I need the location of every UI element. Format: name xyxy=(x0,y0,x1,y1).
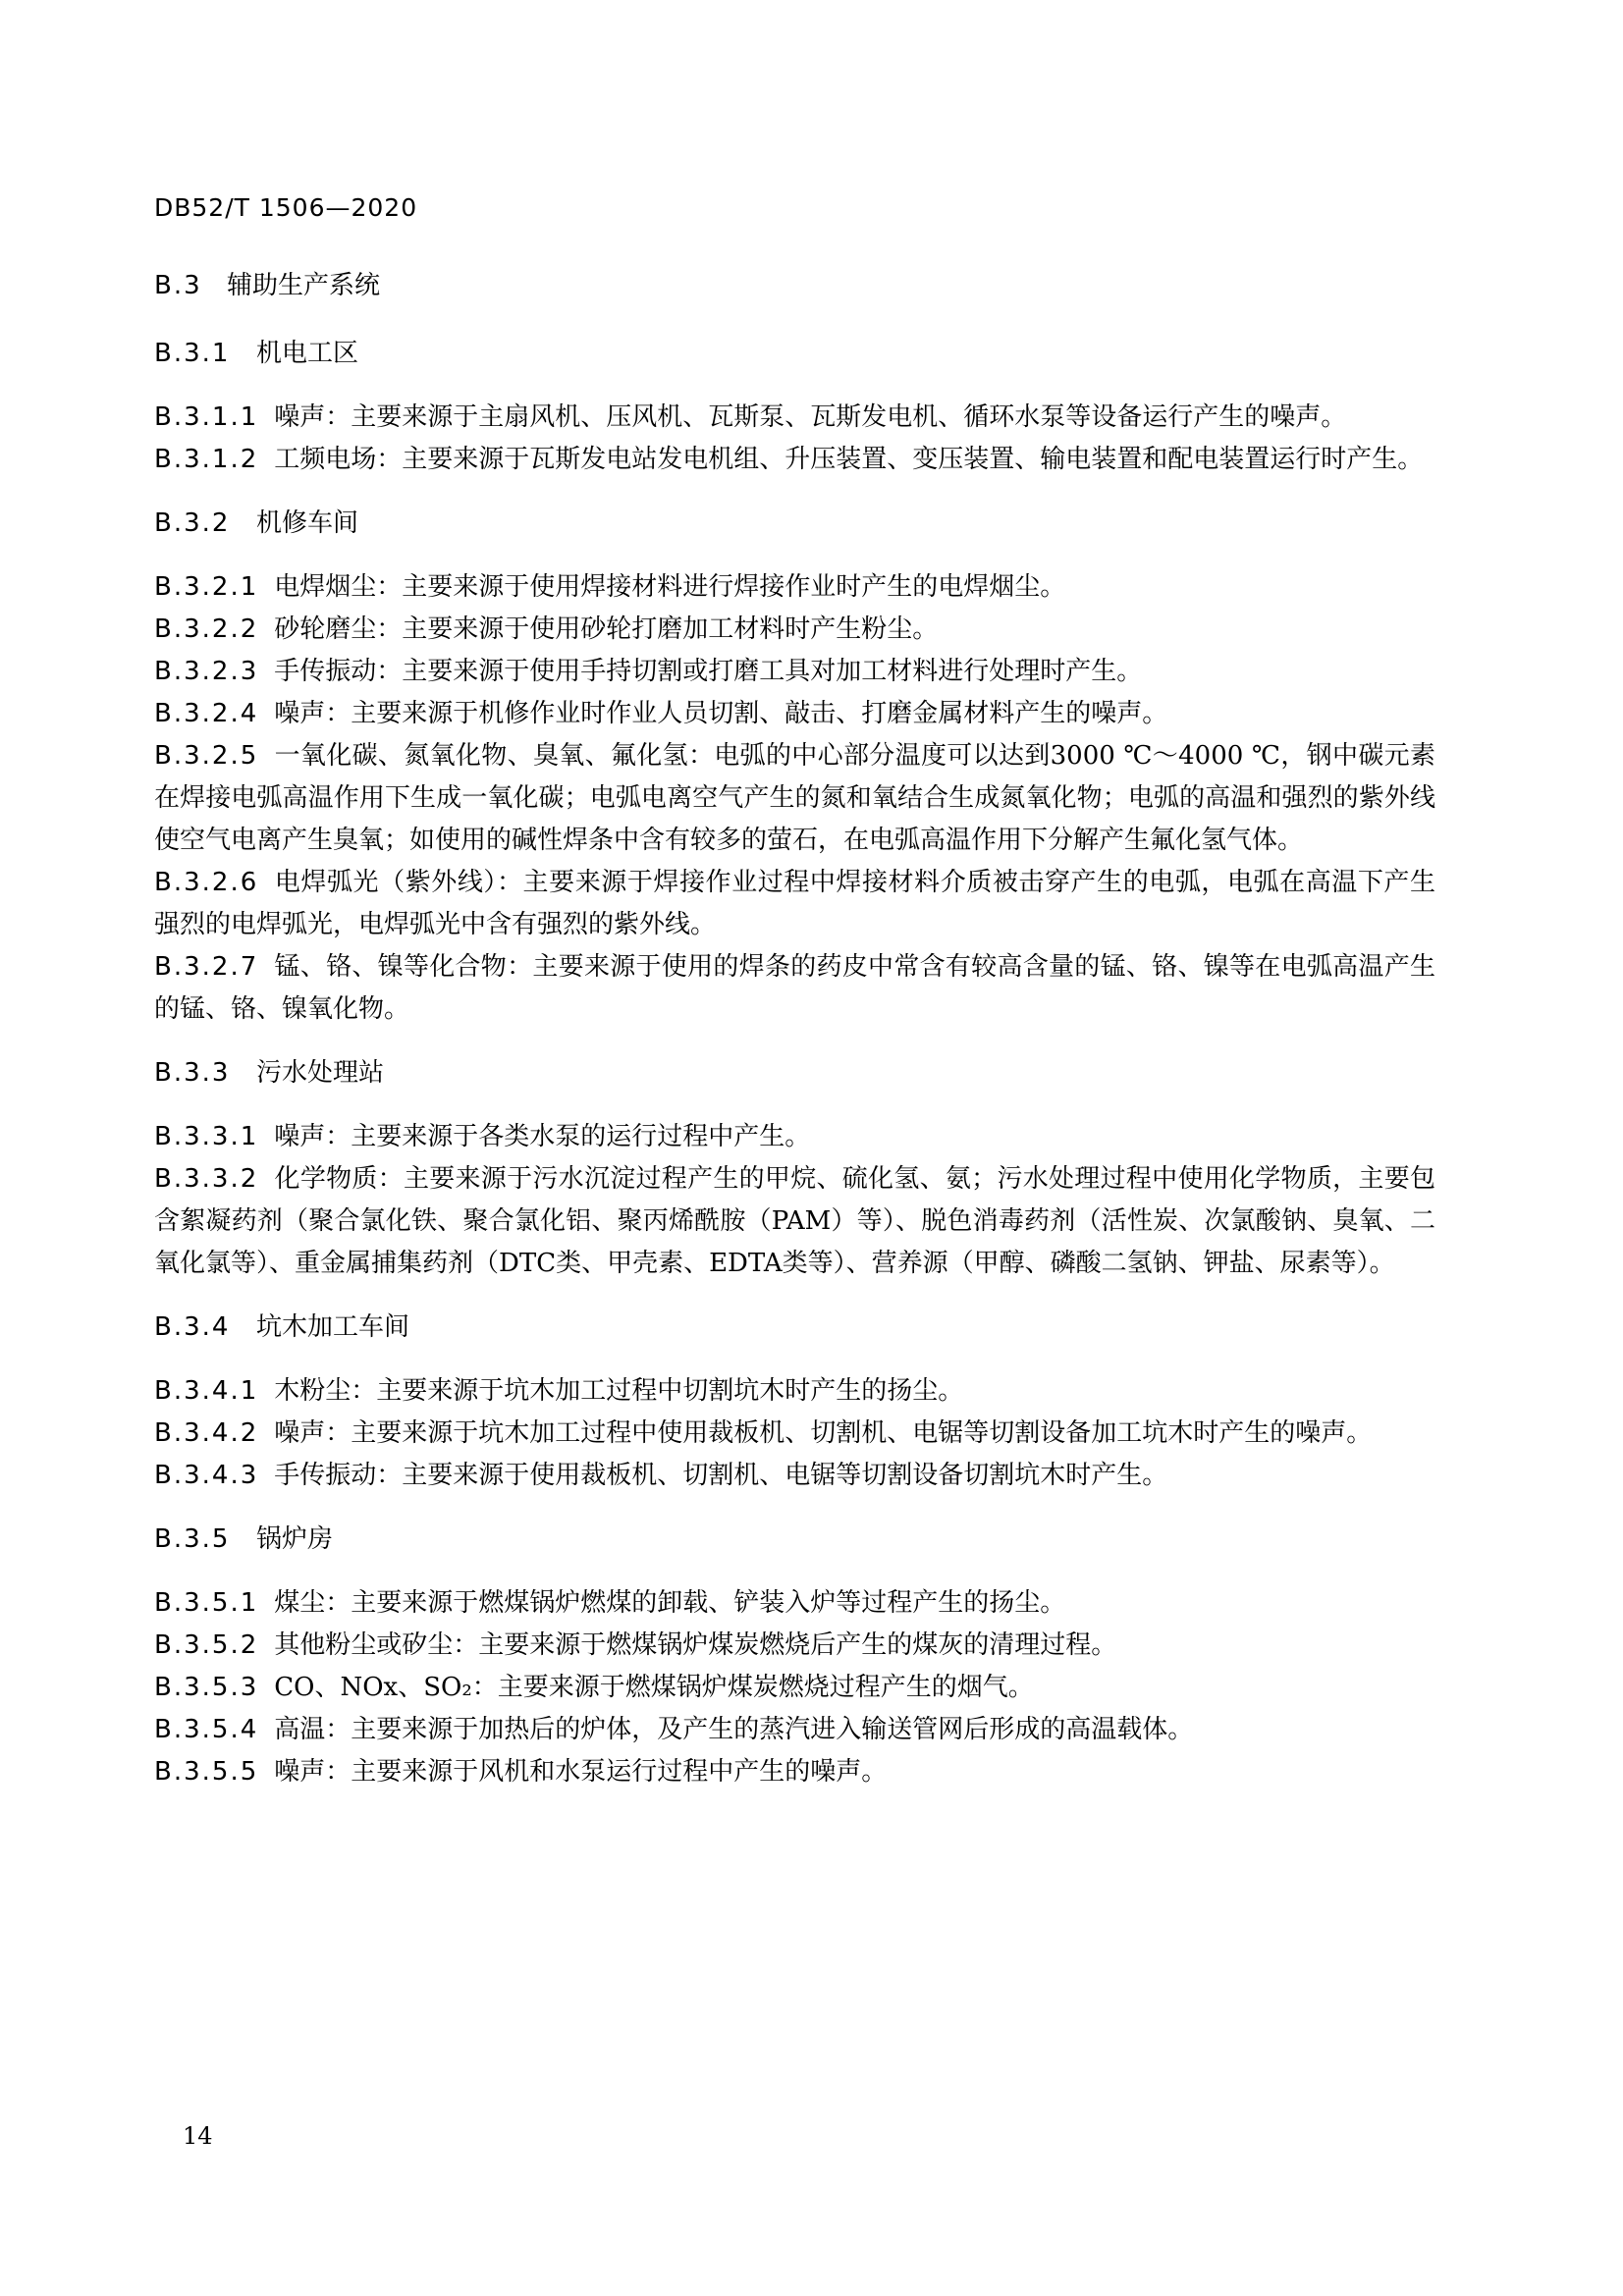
clause-number: B.3.4.1 xyxy=(154,1376,259,1406)
section-title: 辅助生产系统 xyxy=(227,271,381,300)
clause-number: B.3.4.3 xyxy=(154,1461,259,1490)
subsection-heading xyxy=(154,1052,1435,1095)
subsection-heading xyxy=(154,1519,1435,1561)
subsection-heading xyxy=(154,333,1435,375)
clause-text: 噪声：主要来源于各类水泵的运行过程中产生。 xyxy=(274,1122,811,1151)
clause-text: 其他粉尘或矽尘：主要来源于燃煤锅炉煤炭燃烧后产生的煤灰的清理过程。 xyxy=(274,1630,1117,1660)
subsection-heading xyxy=(154,1307,1435,1349)
clause-text: 噪声：主要来源于主扇风机、压风机、瓦斯泵、瓦斯发电机、循环水泵等设备运行产生的噪声。 xyxy=(274,402,1347,432)
clause-text: CO、NOx、SO₂：主要来源于燃煤锅炉煤炭燃烧过程产生的烟气。 xyxy=(274,1673,1034,1702)
clause-paragraph xyxy=(154,1582,1435,1625)
page-number: 14 xyxy=(183,2122,213,2150)
clause-paragraph xyxy=(154,1413,1435,1455)
clause-text: 砂轮磨尘：主要来源于使用砂轮打磨加工材料时产生粉尘。 xyxy=(274,614,939,644)
subsection-block xyxy=(154,1052,1435,1285)
clause-text: 锰、铬、镍等化合物：主要来源于使用的焊条的药皮中常含有较高含量的锰、铬、镍等在电弧高温产生的锰、铬、镍氧化物。 xyxy=(154,952,1435,1024)
subsection-title: 锅炉房 xyxy=(256,1524,334,1554)
clause-paragraph xyxy=(154,1158,1435,1285)
clause-paragraph xyxy=(154,651,1435,693)
subsection-number: B.3.5 xyxy=(154,1524,231,1554)
clause-paragraph xyxy=(154,735,1435,862)
clause-paragraph xyxy=(154,946,1435,1031)
clause-number: B.3.1.1 xyxy=(154,402,259,432)
subsections-container xyxy=(154,333,1435,1793)
subsection-block xyxy=(154,1307,1435,1497)
clause-number: B.3.1.2 xyxy=(154,445,259,474)
clause-paragraph xyxy=(154,1625,1435,1667)
clause-number: B.3.2.4 xyxy=(154,699,259,728)
clause-text: 噪声：主要来源于风机和水泵运行过程中产生的噪声。 xyxy=(274,1757,888,1787)
clause-number: B.3.2.6 xyxy=(154,868,259,897)
clause-number: B.3.3.2 xyxy=(154,1164,259,1194)
clause-number: B.3.2.1 xyxy=(154,572,259,602)
clause-number: B.3.5.3 xyxy=(154,1673,259,1702)
clause-paragraph xyxy=(154,1667,1435,1709)
clause-text: 噪声：主要来源于坑木加工过程中使用裁板机、切割机、电锯等切割设备加工坑木时产生的噪声。 xyxy=(274,1418,1373,1448)
section-number: B.3 xyxy=(154,271,202,300)
clause-paragraph xyxy=(154,397,1435,439)
clause-paragraph xyxy=(154,1116,1435,1158)
subsection-title: 污水处理站 xyxy=(256,1058,385,1088)
document-body xyxy=(154,265,1435,1815)
clause-paragraph xyxy=(154,1709,1435,1751)
subsection-title: 机电工区 xyxy=(256,339,359,368)
subsection-block xyxy=(154,1519,1435,1793)
clause-text: 化学物质：主要来源于污水沉淀过程产生的甲烷、硫化氢、氨；污水处理过程中使用化学物质，主要包含絮凝药剂（聚合氯化铁、聚合氯化铝、聚丙烯酰胺（PAM）等）、脱色消毒药剂（活性炭、次氯酸钠、臭氧、二氧化氯等）、重金属捕集药剂（DTC类、甲壳素、EDTA类等）、营养源（甲醇、磷酸二氢钠、钾盐、尿素等）。 xyxy=(154,1164,1435,1278)
subsection-number: B.3.2 xyxy=(154,508,231,538)
clause-number: B.3.5.4 xyxy=(154,1715,259,1744)
clause-paragraph xyxy=(154,862,1435,946)
clause-number: B.3.4.2 xyxy=(154,1418,259,1448)
clause-paragraph xyxy=(154,1455,1435,1497)
clause-paragraph xyxy=(154,693,1435,735)
clause-number: B.3.2.7 xyxy=(154,952,259,982)
clause-number: B.3.5.5 xyxy=(154,1757,259,1787)
clause-text: 工频电场：主要来源于瓦斯发电站发电机组、升压装置、变压装置、输电装置和配电装置运行时产生。 xyxy=(274,445,1424,474)
subsection-number: B.3.4 xyxy=(154,1312,231,1342)
document-id-header: DB52/T 1506—2020 xyxy=(154,193,418,222)
subsection-title: 坑木加工车间 xyxy=(256,1312,410,1342)
clause-text: 电焊烟尘：主要来源于使用焊接材料进行焊接作业时产生的电焊烟尘。 xyxy=(274,572,1066,602)
clause-text: 木粉尘：主要来源于坑木加工过程中切割坑木时产生的扬尘。 xyxy=(274,1376,964,1406)
clause-text: 电焊弧光（紫外线）：主要来源于焊接作业过程中焊接材料介质被击穿产生的电弧，电弧在高温下产生强烈的电焊弧光，电焊弧光中含有强烈的紫外线。 xyxy=(154,868,1435,939)
clause-number: B.3.2.3 xyxy=(154,657,259,686)
clause-number: B.3.2.2 xyxy=(154,614,259,644)
subsection-block xyxy=(154,503,1435,1031)
clause-text: 噪声：主要来源于机修作业时作业人员切割、敲击、打磨金属材料产生的噪声。 xyxy=(274,699,1168,728)
clause-number: B.3.5.1 xyxy=(154,1588,259,1618)
clause-text: 高温：主要来源于加热后的炉体，及产生的蒸汽进入输送管网后形成的高温载体。 xyxy=(274,1715,1194,1744)
subsection-number: B.3.3 xyxy=(154,1058,231,1088)
clause-number: B.3.3.1 xyxy=(154,1122,259,1151)
clause-text: 手传振动：主要来源于使用裁板机、切割机、电锯等切割设备切割坑木时产生。 xyxy=(274,1461,1168,1490)
clause-number: B.3.5.2 xyxy=(154,1630,259,1660)
clause-number: B.3.2.5 xyxy=(154,741,259,771)
clause-text: 手传振动：主要来源于使用手持切割或打磨工具对加工材料进行处理时产生。 xyxy=(274,657,1143,686)
clause-paragraph xyxy=(154,1751,1435,1793)
subsection-number: B.3.1 xyxy=(154,339,231,368)
subsection-title: 机修车间 xyxy=(256,508,359,538)
clause-paragraph xyxy=(154,609,1435,651)
section-heading xyxy=(154,265,1435,307)
clause-paragraph xyxy=(154,566,1435,609)
clause-paragraph xyxy=(154,1370,1435,1413)
clause-text: 煤尘：主要来源于燃煤锅炉燃煤的卸载、铲装入炉等过程产生的扬尘。 xyxy=(274,1588,1066,1618)
subsection-block xyxy=(154,333,1435,481)
clause-paragraph xyxy=(154,439,1435,481)
subsection-heading xyxy=(154,503,1435,545)
clause-text: 一氧化碳、氮氧化物、臭氧、氟化氢：电弧的中心部分温度可以达到3000 ℃～4000 ℃，钢中碳元素在焊接电弧高温作用下生成一氧化碳；电弧电离空气产生的氮和氧结合生成氮氧化物；电弧的高温和强烈的紫外线使空气电离产生臭氧；如使用的碱性焊条中含有较多的萤石，在电弧高温作用下分解产生氟化氢气体。 xyxy=(154,741,1435,855)
